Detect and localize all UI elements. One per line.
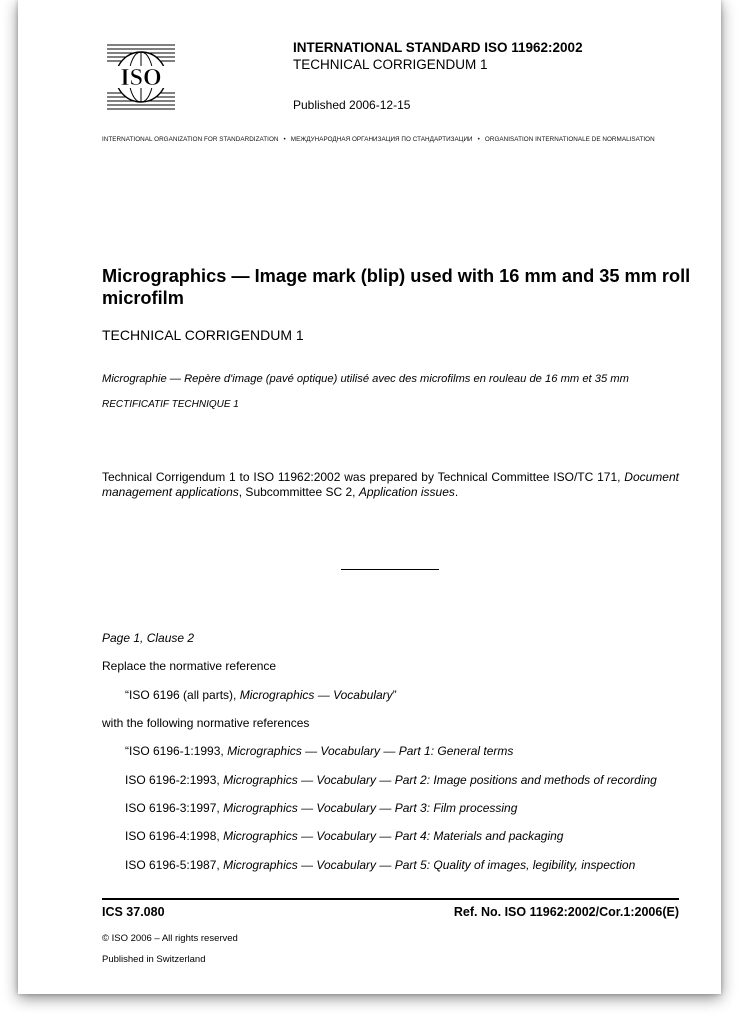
footer-rule: [102, 898, 679, 900]
intro-paragraph: [102, 470, 679, 500]
document-title: Micrographics — Image mark (blip) used with 16 mm and 35 mm roll microfilm: [102, 266, 691, 308]
closing-quote: ”: [392, 688, 397, 702]
reference-number: ISO 6196-3:1997,: [125, 801, 224, 815]
section-divider: [341, 569, 439, 570]
reference-number: “ISO 6196-1:1993,: [125, 744, 228, 758]
reference-title: Micrographics — Vocabulary — Part 4: Materials and packaging: [223, 829, 564, 843]
svg-text:ISO: ISO: [120, 65, 162, 91]
reference-title: Micrographics — Vocabulary — Part 2: Image positions and methods of recording: [223, 773, 657, 787]
corrigendum-heading: TECHNICAL CORRIGENDUM 1: [102, 327, 304, 343]
org-name-en: INTERNATIONAL ORGANIZATION FOR STANDARDIZATION: [102, 136, 279, 143]
reference-title: Micrographics — Vocabulary — Part 5: Quality of images, legibility, inspection: [223, 858, 636, 872]
new-reference-3: [125, 801, 517, 815]
iso-logo: [105, 42, 177, 112]
separator-dot: •: [477, 136, 480, 143]
replace-instruction: Replace the normative reference: [102, 659, 277, 673]
old-reference: [125, 688, 397, 702]
new-reference-2: [125, 773, 657, 787]
with-instruction: with the following normative references: [102, 716, 310, 730]
document-page: [18, 0, 721, 994]
subcommittee-name: Application issues: [358, 485, 455, 499]
reference-title: Micrographics — Vocabulary: [239, 688, 393, 702]
page-clause-ref: Page 1, Clause 2: [102, 631, 195, 645]
reference-title: Micrographics — Vocabulary — Part 1: General terms: [227, 744, 514, 758]
published-in: Published in Switzerland: [102, 954, 206, 965]
new-reference-4: [125, 829, 563, 843]
french-title: Micrographie — Repère d'image (pavé optique) utilisé avec des microfilms en rouleau de 16 mm et 35 mm: [102, 373, 629, 385]
committee-name: Document management applications: [102, 470, 679, 499]
reference-number: “ISO 6196 (all parts),: [125, 688, 240, 702]
reference-number: ISO 6196-2:1993,: [125, 773, 224, 787]
copyright-notice: © ISO 2006 – All rights reserved: [102, 933, 238, 944]
reference-number: ISO 6196-4:1998,: [125, 829, 224, 843]
published-date: Published 2006-12-15: [293, 98, 411, 112]
standard-title: INTERNATIONAL STANDARD ISO 11962:2002: [293, 40, 583, 55]
org-name-fr: ORGANISATION INTERNATIONALE DE NORMALISATION: [484, 136, 655, 143]
corrigendum-label: TECHNICAL CORRIGENDUM 1: [293, 57, 488, 72]
reference-number: ISO 6196-5:1987,: [125, 858, 224, 872]
reference-title: Micrographics — Vocabulary — Part 3: Film processing: [223, 801, 518, 815]
intro-text: .: [454, 485, 459, 499]
organization-line: [102, 136, 655, 143]
new-reference-5: [125, 858, 635, 872]
ics-code: ICS 37.080: [102, 905, 165, 919]
french-corrigendum: RECTIFICATIF TECHNIQUE 1: [102, 399, 239, 410]
new-reference-1: [125, 744, 513, 758]
intro-text: Technical Corrigendum 1 to ISO 11962:2002 was prepared by Technical Committee ISO/TC 171,: [102, 470, 625, 484]
intro-text: , Subcommittee SC 2,: [238, 485, 359, 499]
reference-number-footer: Ref. No. ISO 11962:2002/Cor.1:2006(E): [453, 905, 679, 919]
separator-dot: •: [283, 136, 286, 143]
org-name-ru: МЕЖДУНАРОДНАЯ ОРГАНИЗАЦИЯ ПО СТАНДАРТИЗАЦИИ: [290, 136, 473, 143]
